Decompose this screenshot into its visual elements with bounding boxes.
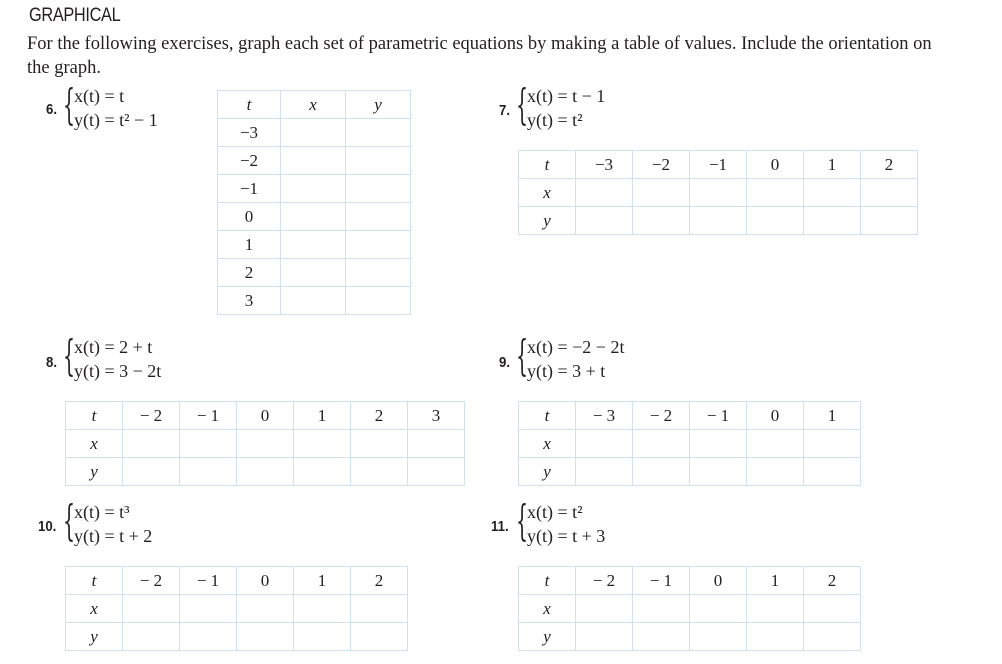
table-row xyxy=(519,179,918,207)
x-blank-cell xyxy=(861,179,918,207)
y-equation: y(t) = t² − 1 xyxy=(74,110,158,130)
x-equation: x(t) = t³ xyxy=(74,502,130,522)
t-value-cell: −2 xyxy=(218,147,281,175)
y-blank-cell xyxy=(123,623,180,651)
y-blank-cell xyxy=(237,623,294,651)
table-row xyxy=(218,231,411,259)
table-row xyxy=(218,175,411,203)
row-label-cell: y xyxy=(66,458,123,486)
t-value-cell: 3 xyxy=(408,402,465,430)
y-blank-cell xyxy=(633,623,690,651)
table-row xyxy=(519,595,861,623)
y-blank-cell xyxy=(346,203,411,231)
y-blank-cell xyxy=(180,458,237,486)
x-blank-cell xyxy=(633,179,690,207)
y-blank-cell xyxy=(294,458,351,486)
t-value-cell: 1 xyxy=(804,151,861,179)
y-blank-cell xyxy=(346,259,411,287)
x-blank-cell xyxy=(690,595,747,623)
x-blank-cell xyxy=(281,119,346,147)
t-value-cell: −2 xyxy=(633,151,690,179)
t-value-cell: − 2 xyxy=(633,402,690,430)
y-blank-cell xyxy=(408,458,465,486)
table-row xyxy=(66,595,408,623)
y-blank-cell xyxy=(346,287,411,315)
t-value-cell: 2 xyxy=(804,567,861,595)
t-value-cell: −1 xyxy=(690,151,747,179)
t-value-cell: − 2 xyxy=(576,567,633,595)
x-blank-cell xyxy=(281,259,346,287)
row-label-cell: t xyxy=(519,567,576,595)
x-blank-cell xyxy=(804,595,861,623)
value-table xyxy=(518,401,861,486)
x-blank-cell xyxy=(351,595,408,623)
brace-icon: { xyxy=(63,80,76,129)
y-blank-cell xyxy=(576,207,633,235)
y-equation: y(t) = 3 + t xyxy=(527,361,606,381)
t-value-cell: 1 xyxy=(294,402,351,430)
t-value-cell: 0 xyxy=(237,567,294,595)
row-label-cell: y xyxy=(519,207,576,235)
x-equation: x(t) = −2 − 2t xyxy=(527,337,625,357)
y-blank-cell xyxy=(123,458,180,486)
table-row xyxy=(519,623,861,651)
x-blank-cell xyxy=(633,595,690,623)
t-value-cell: − 3 xyxy=(576,402,633,430)
exercise-number: 7. xyxy=(499,102,511,119)
x-blank-cell xyxy=(294,595,351,623)
y-blank-cell xyxy=(351,458,408,486)
table-row xyxy=(66,458,465,486)
y-blank-cell xyxy=(346,147,411,175)
table-row xyxy=(519,458,861,486)
x-blank-cell xyxy=(237,430,294,458)
x-blank-cell xyxy=(281,175,346,203)
table-row xyxy=(519,207,918,235)
t-value-cell: − 2 xyxy=(123,567,180,595)
brace-icon: { xyxy=(516,496,529,545)
table-row xyxy=(519,567,861,595)
x-blank-cell xyxy=(690,430,747,458)
table-row xyxy=(218,203,411,231)
x-blank-cell xyxy=(747,430,804,458)
t-value-cell: 1 xyxy=(747,567,804,595)
y-blank-cell xyxy=(804,207,861,235)
x-blank-cell xyxy=(690,179,747,207)
y-equation: y(t) = t + 3 xyxy=(527,526,606,546)
y-blank-cell xyxy=(633,458,690,486)
t-value-cell: − 1 xyxy=(180,402,237,430)
t-value-cell: −1 xyxy=(218,175,281,203)
x-blank-cell xyxy=(294,430,351,458)
t-value-cell: 3 xyxy=(218,287,281,315)
t-value-cell: − 1 xyxy=(180,567,237,595)
section-heading: GRAPHICAL xyxy=(29,5,121,26)
y-blank-cell xyxy=(294,623,351,651)
t-value-cell: 0 xyxy=(747,402,804,430)
table-row xyxy=(66,430,465,458)
t-value-cell: 0 xyxy=(690,567,747,595)
instructions-text: For the following exercises, graph each set of parametric equations by making a table of values. Include the orientation on the graph. xyxy=(27,34,932,78)
y-blank-cell xyxy=(576,623,633,651)
y-blank-cell xyxy=(576,458,633,486)
table-header-cell: y xyxy=(346,91,411,119)
y-equation: y(t) = t² xyxy=(527,110,583,130)
y-blank-cell xyxy=(351,623,408,651)
row-label-cell: x xyxy=(66,595,123,623)
table-row xyxy=(519,402,861,430)
y-equation: y(t) = 3 − 2t xyxy=(74,361,162,381)
t-value-cell: − 1 xyxy=(633,567,690,595)
brace-icon: { xyxy=(63,331,76,380)
table-row xyxy=(66,623,408,651)
y-blank-cell xyxy=(804,458,861,486)
row-label-cell: t xyxy=(66,402,123,430)
row-label-cell: t xyxy=(519,151,576,179)
row-label-cell: x xyxy=(66,430,123,458)
t-value-cell: 0 xyxy=(237,402,294,430)
x-blank-cell xyxy=(408,430,465,458)
exercise-number: 11. xyxy=(491,518,509,535)
t-value-cell: 2 xyxy=(218,259,281,287)
table-row xyxy=(519,430,861,458)
x-blank-cell xyxy=(281,231,346,259)
brace-icon: { xyxy=(63,496,76,545)
y-blank-cell xyxy=(180,623,237,651)
y-blank-cell xyxy=(690,623,747,651)
table-row xyxy=(218,147,411,175)
value-table xyxy=(65,566,408,651)
table-row xyxy=(66,567,408,595)
x-blank-cell xyxy=(281,287,346,315)
t-value-cell: 2 xyxy=(351,567,408,595)
t-value-cell: 1 xyxy=(218,231,281,259)
y-blank-cell xyxy=(804,623,861,651)
y-blank-cell xyxy=(346,231,411,259)
x-blank-cell xyxy=(747,595,804,623)
t-value-cell: − 1 xyxy=(690,402,747,430)
x-equation: x(t) = 2 + t xyxy=(74,337,153,357)
y-blank-cell xyxy=(346,119,411,147)
brace-icon: { xyxy=(516,80,529,129)
row-label-cell: x xyxy=(519,179,576,207)
y-blank-cell xyxy=(690,207,747,235)
t-value-cell: −3 xyxy=(576,151,633,179)
row-label-cell: y xyxy=(519,623,576,651)
x-blank-cell xyxy=(576,595,633,623)
table-row xyxy=(66,402,465,430)
x-equation: x(t) = t − 1 xyxy=(527,86,606,106)
row-label-cell: y xyxy=(66,623,123,651)
x-blank-cell xyxy=(123,430,180,458)
x-blank-cell xyxy=(576,430,633,458)
y-blank-cell xyxy=(690,458,747,486)
x-blank-cell xyxy=(180,430,237,458)
value-table xyxy=(217,90,411,315)
t-value-cell: 0 xyxy=(218,203,281,231)
value-table xyxy=(518,150,918,235)
t-value-cell: 1 xyxy=(804,402,861,430)
value-table xyxy=(65,401,465,486)
x-blank-cell xyxy=(747,179,804,207)
x-equation: x(t) = t xyxy=(74,86,125,106)
x-blank-cell xyxy=(281,203,346,231)
table-row xyxy=(218,287,411,315)
x-blank-cell xyxy=(633,430,690,458)
brace-icon: { xyxy=(516,331,529,380)
value-table xyxy=(518,566,861,651)
row-label-cell: x xyxy=(519,430,576,458)
t-value-cell: −3 xyxy=(218,119,281,147)
x-blank-cell xyxy=(804,179,861,207)
y-blank-cell xyxy=(861,207,918,235)
y-equation: y(t) = t + 2 xyxy=(74,526,153,546)
table-header-row xyxy=(218,91,411,119)
x-blank-cell xyxy=(237,595,294,623)
y-blank-cell xyxy=(747,207,804,235)
t-value-cell: − 2 xyxy=(123,402,180,430)
exercise-number: 10. xyxy=(38,518,57,535)
row-label-cell: x xyxy=(519,595,576,623)
table-header-cell: x xyxy=(281,91,346,119)
t-value-cell: 1 xyxy=(294,567,351,595)
t-value-cell: 2 xyxy=(861,151,918,179)
exercise-number: 8. xyxy=(46,354,58,371)
t-value-cell: 0 xyxy=(747,151,804,179)
y-blank-cell xyxy=(747,623,804,651)
x-blank-cell xyxy=(804,430,861,458)
t-value-cell: 2 xyxy=(351,402,408,430)
exercise-number: 9. xyxy=(499,354,511,371)
table-row xyxy=(519,151,918,179)
table-header-cell: t xyxy=(218,91,281,119)
x-blank-cell xyxy=(281,147,346,175)
x-equation: x(t) = t² xyxy=(527,502,583,522)
x-blank-cell xyxy=(576,179,633,207)
y-blank-cell xyxy=(237,458,294,486)
x-blank-cell xyxy=(180,595,237,623)
x-blank-cell xyxy=(123,595,180,623)
x-blank-cell xyxy=(351,430,408,458)
exercise-number: 6. xyxy=(46,101,58,118)
y-blank-cell xyxy=(747,458,804,486)
row-label-cell: t xyxy=(519,402,576,430)
y-blank-cell xyxy=(633,207,690,235)
row-label-cell: t xyxy=(66,567,123,595)
table-row xyxy=(218,119,411,147)
row-label-cell: y xyxy=(519,458,576,486)
y-blank-cell xyxy=(346,175,411,203)
table-row xyxy=(218,259,411,287)
